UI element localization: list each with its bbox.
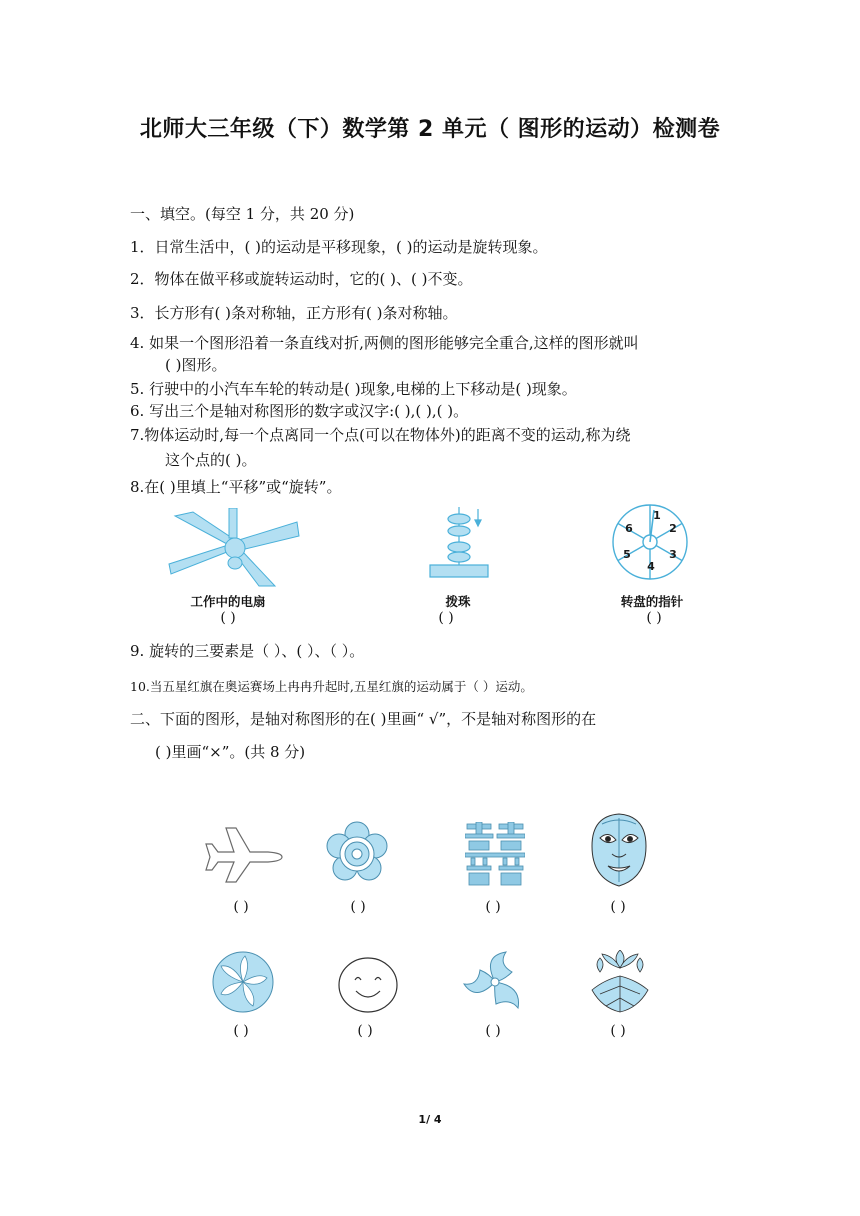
abacus-beads-icon [425,505,495,580]
flower-icon [324,820,390,888]
answer-paren-swirl[interactable]: ( ) [485,1023,501,1039]
question-2: 2．物体在做平移或旋转运动时，它的( )、( )不变。 [130,270,473,288]
bauhinia-icon [211,950,275,1014]
question-9: 9. 旋转的三要素是（ ）、( ）、（ ）。 [130,642,365,660]
answer-paren-airplane[interactable]: ( ) [233,899,249,915]
leaf-pattern-icon [586,950,654,1014]
question-4-line2: ( )图形。 [165,356,227,374]
question-3: 3．长方形有( )条对称轴，正方形有( )条对称轴。 [130,304,458,322]
answer-paren-bauhinia[interactable]: ( ) [233,1023,249,1039]
question-6: 6. 写出三个是轴对称图形的数字或汉字:( ),( ),( )。 [130,402,469,420]
caption-fan: 工作中的电扇 [190,594,266,609]
spinner-wheel-icon [610,502,690,582]
section2-heading-line1: 二、下面的图形，是轴对称图形的在( )里画“ √”，不是轴对称图形的在 [130,710,597,728]
caption-beads: 拨珠 [445,594,471,609]
page-title: 北师大三年级（下）数学第 2 单元（ 图形的运动）检测卷 [139,117,721,142]
double-happiness-icon [465,822,525,886]
section2-heading-line2: ( )里画“×”。(共 8 分) [155,743,306,761]
section1-heading: 一、填空。(每空 1 分，共 20 分) [130,205,355,223]
answer-paren-beads[interactable]: ( ) [438,610,454,626]
swirl-icon [462,950,528,1014]
answer-paren-spinner[interactable]: ( ) [646,610,662,626]
question-4-line1: 4. 如果一个图形沿着一条直线对折,两侧的图形能够完全重合,这样的图形就叫 [130,334,639,352]
wheel-number-1: 1 [653,509,661,522]
question-7-line1: 7.物体运动时,每一个点离同一个点(可以在物体外)的距离不变的运动,称为绕 [130,426,631,444]
wheel-number-4: 4 [647,560,655,573]
answer-paren-opera-mask[interactable]: ( ) [610,899,626,915]
answer-paren-double-happiness[interactable]: ( ) [485,899,501,915]
caption-spinner: 转盘的指针 [620,594,684,609]
answer-paren-flower[interactable]: ( ) [350,899,366,915]
question-10: 10.当五星红旗在奥运赛场上冉冉升起时,五星红旗的运动属于（ ）运动。 [130,679,533,694]
answer-paren-smiley[interactable]: ( ) [357,1023,373,1039]
wheel-number-6: 6 [625,522,633,535]
question-8: 8.在( )里填上“平移”或“旋转”。 [130,478,342,496]
airplane-icon [202,822,284,884]
opera-mask-icon [588,812,650,888]
wheel-number-5: 5 [623,548,631,561]
question-1: 1．日常生活中，( )的运动是平移现象，( )的运动是旋转现象。 [130,238,548,256]
page-number: 1/ 4 [418,1113,442,1126]
wheel-number-3: 3 [669,548,677,561]
answer-paren-fan[interactable]: ( ) [220,610,236,626]
question-5: 5. 行驶中的小汽车车轮的转动是( )现象,电梯的上下移动是( )现象。 [130,380,577,398]
question-7-line2: 这个点的( )。 [165,451,257,469]
ceiling-fan-icon [165,508,305,588]
answer-paren-leaf-pattern[interactable]: ( ) [610,1023,626,1039]
smiley-icon [336,955,400,1015]
wheel-number-2: 2 [669,522,677,535]
